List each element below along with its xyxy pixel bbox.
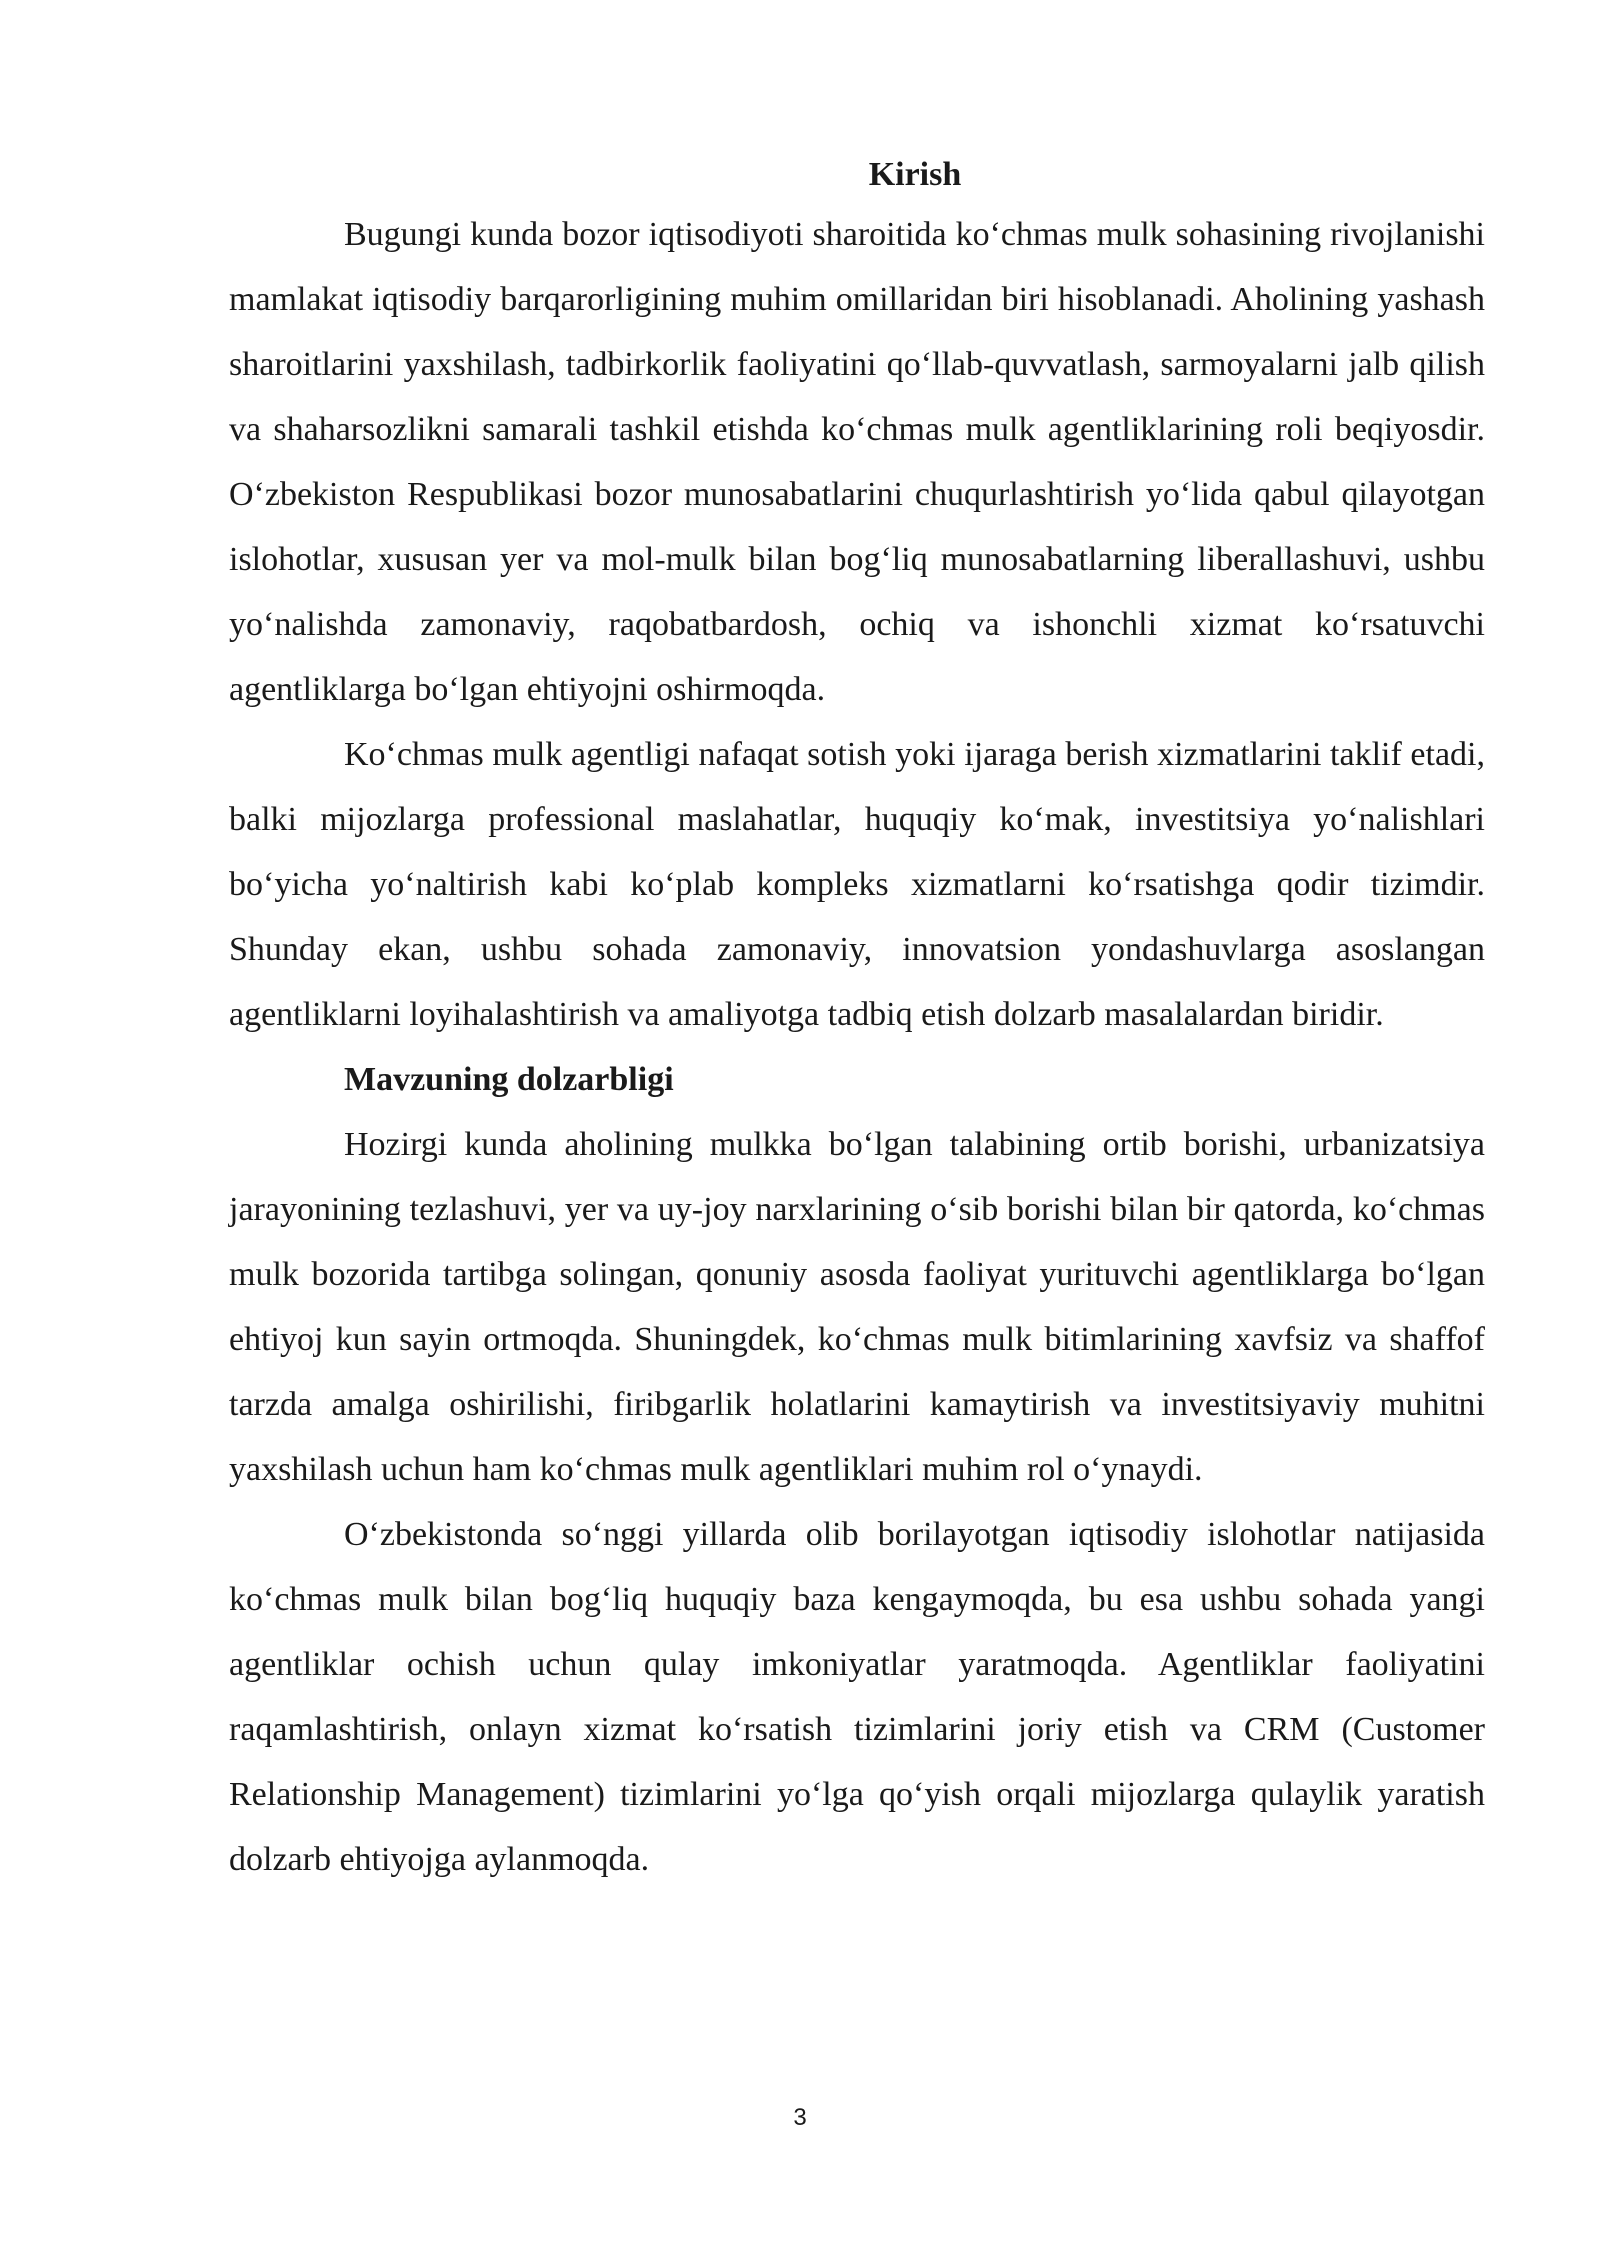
- paragraph: O‘zbekistonda so‘nggi yillarda olib borilayotgan iqtisodiy islohotlar natijasida ko‘chmas mulk bilan bog‘liq huquqiy baza kengaymoqda, bu esa ushbu sohada yangi agentliklar ochish uchun qulay imkoniyatlar yaratmoqda. Agentliklar faoliyatini raqamlashtirish, onlayn xizmat ko‘rsatish tizimlarini joriy etish va CRM (Customer Relationship Management) tizimlarini yo‘lga qo‘yish orqali mijozlarga qulaylik yaratish dolzarb ehtiyojga aylanmoqda.: [229, 1516, 1485, 1878]
- page-number: 3: [793, 2104, 807, 2131]
- paragraph: Ko‘chmas mulk agentligi nafaqat sotish yoki ijaraga berish xizmatlarini taklif etadi, balki mijozlarga professional maslahatlar, huquqiy ko‘mak, investitsiya yo‘nalishlari bo‘yicha yo‘naltirish kabi ko‘plab kompleks xizmatlarni ko‘rsatishga qodir tizimdir. Shunday ekan, ushbu sohada zamonaviy, innovatsion yondashuvlarga asoslangan agentliklarni loyihalashtirish va amaliyotga tadbiq etish dolzarb masalalardan biridir.: [229, 736, 1485, 1033]
- subsection-heading: Mavzuning dolzarbligi: [344, 1061, 674, 1098]
- paragraph: Bugungi kunda bozor iqtisodiyoti sharoitida ko‘chmas mulk sohasining rivojlanishi mamlakat iqtisodiy barqarorligining muhim omillaridan biri hisoblanadi. Aholining yashash sharoitlarini yaxshilash, tadbirkorlik faoliyatini qo‘llab-quvvatlash, sarmoyalarni jalb qilish va shaharsozlikni samarali tashkil etishda ko‘chmas mulk agentliklarining roli beqiyosdir. O‘zbekiston Respublikasi bozor munosabatlarini chuqurlashtirish yo‘lida qabul qilayotgan islohotlar, xususan yer va mol-mulk bilan bog‘liq munosabatlarning liberallashuvi, ushbu yo‘nalishda zamonaviy, raqobatbardosh, ochiq va ishonchli xizmat ko‘rsatuvchi agentliklarga bo‘lgan ehtiyojni oshirmoqda.: [229, 216, 1485, 708]
- page-body: [229, 148, 1485, 1892]
- section-title: Kirish: [868, 156, 962, 193]
- paragraph: Hozirgi kunda aholining mulkka bo‘lgan talabining ortib borishi, urbanizatsiya jarayonining tezlashuvi, yer va uy-joy narxlarining o‘sib borishi bilan bir qatorda, ko‘chmas mulk bozorida tartibga solingan, qonuniy asosda faoliyat yurituvchi agentliklarga bo‘lgan ehtiyoj kun sayin ortmoqda. Shuningdek, ko‘chmas mulk bitimlarining xavfsiz va shaffof tarzda amalga oshirilishi, firibgarlik holatlarini kamaytirish va investitsiyaviy muhitni yaxshilash uchun ham ko‘chmas mulk agentliklari muhim rol o‘ynaydi.: [229, 1126, 1485, 1488]
